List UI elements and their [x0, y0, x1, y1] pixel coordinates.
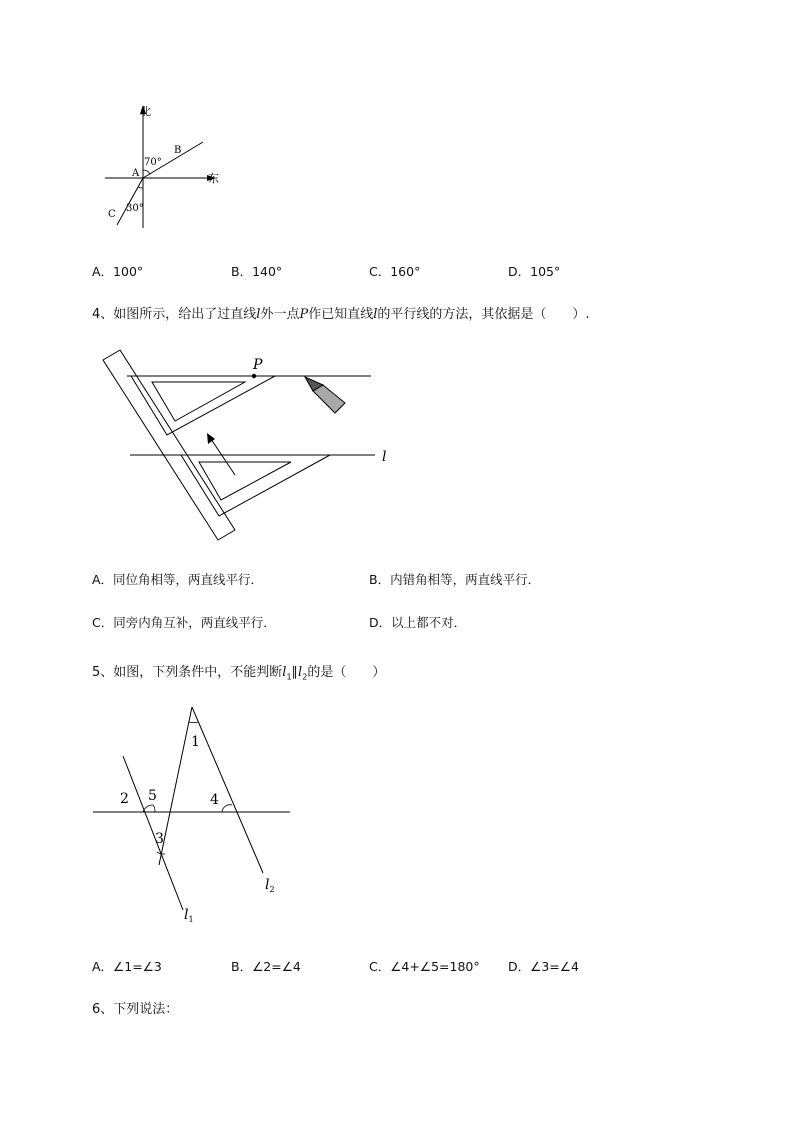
q5-stem-prefix: 5、如图，下列条件中，不能判断 [92, 665, 283, 680]
angle-arc-4 [222, 805, 232, 812]
q4-stem-prefix: 4、如图所示，给出了过直线 [92, 307, 257, 322]
line-l-label: l [382, 449, 387, 465]
q4-stem-suffix: 的平行线的方法，其依据是（ ）. [377, 307, 590, 322]
q4-option-c: C．同旁内角互补，两直线平行． [92, 615, 276, 630]
q3-option-d: D．105° [508, 264, 561, 279]
angle-30-label: 30° [126, 203, 144, 214]
north-label: 北 [140, 105, 151, 118]
q5-l1: l [282, 665, 287, 680]
angle-4-label: 4 [210, 792, 219, 808]
line-l2 [192, 707, 263, 873]
angle-1-label: 1 [191, 734, 200, 750]
q4-stem [92, 303, 590, 322]
angle-3-label: 3 [155, 831, 164, 847]
q5-stem [92, 661, 385, 682]
q5-option-c: C．∠4+∠5=180° [369, 959, 480, 974]
q4-parallel-construction-figure [95, 345, 405, 545]
q3-compass-figure [95, 100, 235, 235]
angle-5-label: 5 [148, 788, 157, 804]
q4-option-a: A．同位角相等，两直线平行． [92, 572, 264, 587]
q4-option-b: B．内错角相等，两直线平行． [369, 572, 541, 587]
point-b-label: B [174, 145, 182, 156]
q3-option-c: C．160° [369, 264, 421, 279]
q6-stem: 6、下列说法： [92, 1002, 179, 1017]
angle-arc-1 [189, 722, 198, 723]
point-a-label: A [132, 168, 140, 179]
q3-option-a: A．100° [92, 264, 144, 279]
angle-2-label: 2 [120, 791, 129, 807]
q4-stem-mid1: 外一点 [260, 307, 300, 322]
line-l2-label: $l_2$ [265, 877, 275, 894]
point-p [252, 374, 256, 378]
q4-var-l: l [256, 307, 261, 322]
set-square-bottom-inner [199, 462, 291, 500]
move-arrow [211, 439, 235, 475]
q3-option-b: B．140° [231, 264, 283, 279]
angle-arc-bottom [138, 187, 143, 188]
line-l1-label: $l_1$ [184, 907, 194, 924]
line-l1 [123, 756, 183, 910]
east-label: 东 [208, 172, 219, 185]
q5-l1-sub: 1 [286, 672, 292, 682]
q5-option-b: B．∠2=∠4 [231, 959, 301, 974]
q5-parallel: ∥ [291, 665, 299, 680]
point-p-label: P [253, 357, 263, 373]
q5-stem-suffix: 的是（ ） [307, 665, 386, 680]
pencil-icon [305, 377, 345, 413]
q5-option-a: A．∠1=∠3 [92, 959, 162, 974]
point-c-label: C [108, 209, 116, 220]
zigzag-segment [159, 707, 192, 865]
set-square-top-inner [152, 382, 245, 421]
ray-ac [117, 178, 143, 225]
q5-l2: l [298, 665, 303, 680]
q4-option-d: D．以上都不对． [369, 615, 467, 630]
angle-70-label: 70° [144, 157, 162, 168]
q5-option-d: D．∠3=∠4 [508, 959, 579, 974]
q5-l2-sub: 2 [302, 672, 308, 682]
q4-var-l2: l [373, 307, 378, 322]
q4-var-p: P [299, 307, 309, 322]
angle-arc-top [143, 170, 150, 174]
set-square-bottom [181, 455, 330, 516]
q4-stem-mid2: 作已知直线 [308, 307, 374, 322]
q5-lines-figure [88, 700, 298, 930]
